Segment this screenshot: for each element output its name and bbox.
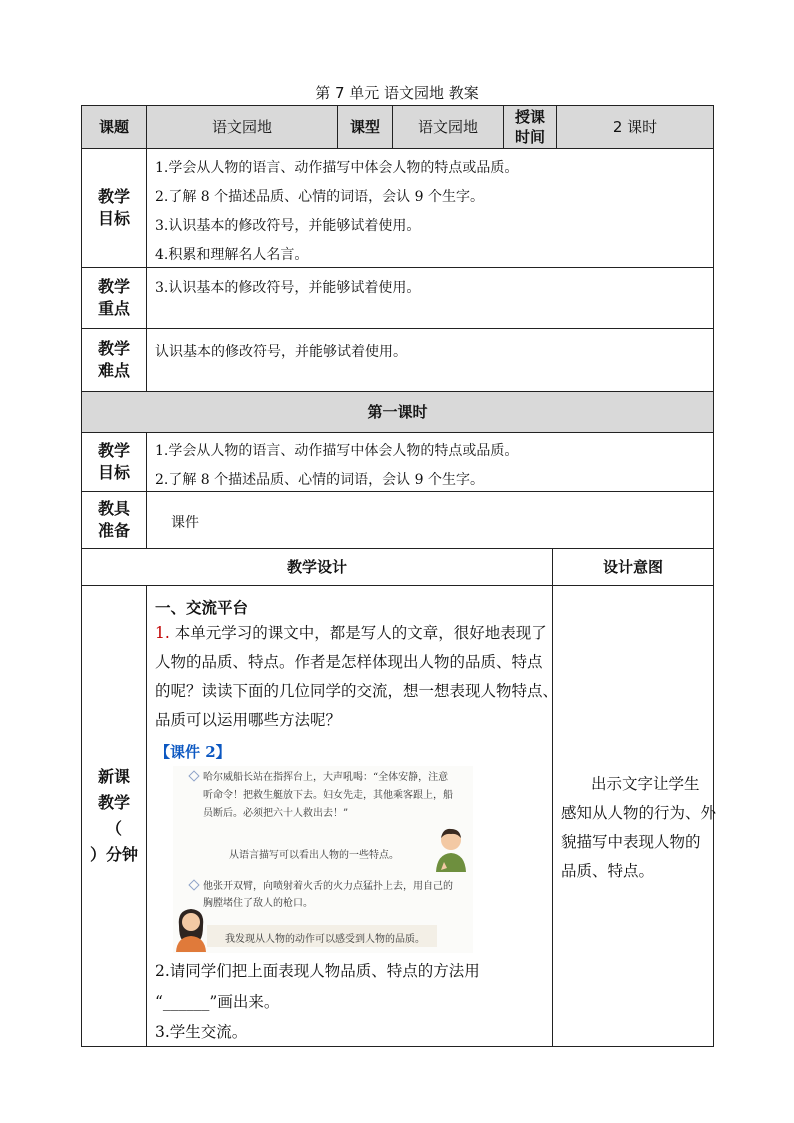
step1-line: 的呢？读读下面的几位同学的交流，想一想表现人物特点、 xyxy=(155,682,559,700)
difficulties-text: 认识基本的修改符号，并能够试着使用。 xyxy=(155,344,407,360)
figure-quote-line: 听命令！把救生艇放下去。妇女先走，其他乘客跟上，船 xyxy=(203,790,453,801)
step1-line: 人物的品质、特点。作者是怎样体现出人物的品质、特点 xyxy=(155,653,543,671)
label-class-hours-line1: 授课 xyxy=(514,108,545,126)
diamond-bullet-icon xyxy=(188,770,199,781)
intent-line: 貌描写中表现人物的 xyxy=(561,833,701,851)
step1-line: 品质可以运用哪些方法呢？ xyxy=(155,711,342,729)
lesson1-objective-item: 2.了解 8 个描述品质、心情的词语，会认 9 个生字。 xyxy=(155,472,484,488)
column-teaching-design: 教学设计 xyxy=(81,548,553,586)
key-points-content xyxy=(146,267,714,329)
label-type: 课型 xyxy=(337,105,393,149)
objective-item: 2.了解 8 个描述品质、心情的词语，会认 9 个生字。 xyxy=(155,189,484,205)
class-hours-value: 2 课时 xyxy=(556,105,714,149)
step3-line: 3.学生交流。 xyxy=(155,1023,248,1041)
type-value: 语文园地 xyxy=(392,105,504,149)
document-title: 第 7 单元 语文园地 教案 xyxy=(315,84,479,102)
step1-number: 1. xyxy=(155,624,170,642)
label-key-points-line1: 教学 xyxy=(97,277,130,296)
label-lesson1-objectives xyxy=(81,432,147,492)
figure-caption-action: 我发现从人物的动作可以感受到人物的品质。 xyxy=(225,934,425,945)
label-difficulties-line1: 教学 xyxy=(97,339,130,358)
label-new-lesson-line2: 教学 xyxy=(97,793,130,812)
label-lesson1-objectives-line2: 目标 xyxy=(97,463,130,482)
figure-quote-line: 员断后。必须把六十人救出去！” xyxy=(203,808,349,819)
column-design-intent: 设计意图 xyxy=(552,548,714,586)
label-teaching-tools-line1: 教具 xyxy=(97,499,130,518)
label-teaching-tools xyxy=(81,491,147,549)
teaching-tools-text: 课件 xyxy=(171,515,199,531)
step2-line: “______”画出来。 xyxy=(155,993,280,1011)
intent-line: 品质、特点。 xyxy=(561,862,655,880)
teaching-tools-content xyxy=(146,491,714,549)
label-teaching-tools-line2: 准备 xyxy=(97,521,130,540)
difficulties-content xyxy=(146,328,714,392)
label-class-hours-line2: 时间 xyxy=(514,128,545,146)
label-new-lesson-line3: （ xyxy=(105,819,122,838)
lesson1-title: 第一课时 xyxy=(81,391,714,433)
lesson1-objective-item: 1.学会从人物的语言、动作描写中体会人物的特点或品质。 xyxy=(155,443,519,459)
step1-text: 本单元学习的课文中，都是写人的文章，很好地表现了 xyxy=(174,624,547,642)
objective-item: 1.学会从人物的语言、动作描写中体会人物的特点或品质。 xyxy=(155,160,519,176)
label-lesson1-objectives-line1: 教学 xyxy=(97,441,130,460)
label-objectives-line1: 教学 xyxy=(97,187,130,206)
label-new-lesson-line1: 新课 xyxy=(97,767,130,786)
figure-action-line: 他张开双臂，向喷射着火舌的火力点猛扑上去，用自己的 xyxy=(203,881,453,892)
label-objectives xyxy=(81,148,147,268)
courseware-figure xyxy=(173,766,473,953)
label-key-points xyxy=(81,267,147,329)
label-new-lesson-line4: ）分钟 xyxy=(89,845,138,864)
design-intent-content xyxy=(552,585,717,1047)
label-difficulties xyxy=(81,328,147,392)
step1-line xyxy=(155,619,547,648)
boy-avatar-icon xyxy=(431,826,471,872)
label-key-points-line2: 重点 xyxy=(97,299,130,318)
section-title: 一、交流平台 xyxy=(155,599,249,617)
intent-line: 感知从人物的行为、外 xyxy=(561,804,717,822)
key-points-text: 3.认识基本的修改符号，并能够试着使用。 xyxy=(155,280,421,296)
figure-caption-language: 从语言描写可以看出人物的一些特点。 xyxy=(229,850,399,861)
objective-item: 4.积累和理解名人名言。 xyxy=(155,247,309,263)
label-objectives-line2: 目标 xyxy=(97,209,130,228)
label-difficulties-line2: 难点 xyxy=(97,361,130,380)
objective-item: 3.认识基本的修改符号，并能够试着使用。 xyxy=(155,218,421,234)
diamond-bullet-icon xyxy=(188,879,199,890)
courseware-tag: 【课件 2】 xyxy=(155,743,231,761)
intent-line: 出示文字让学生 xyxy=(591,775,700,793)
lesson1-objectives-content xyxy=(146,432,714,492)
girl-avatar-icon xyxy=(173,906,209,952)
label-new-lesson xyxy=(81,585,147,1047)
objectives-content xyxy=(146,148,714,268)
topic-value: 语文园地 xyxy=(146,105,338,149)
label-class-hours xyxy=(503,105,557,149)
step2-line: 2.请同学们把上面表现人物品质、特点的方法用 xyxy=(155,962,480,980)
label-topic: 课题 xyxy=(81,105,147,149)
figure-action-line: 胸膛堵住了敌人的枪口。 xyxy=(203,898,313,909)
figure-quote-line: 哈尔威船长站在指挥台上，大声吼喝：“全体安静，注意 xyxy=(203,772,449,783)
